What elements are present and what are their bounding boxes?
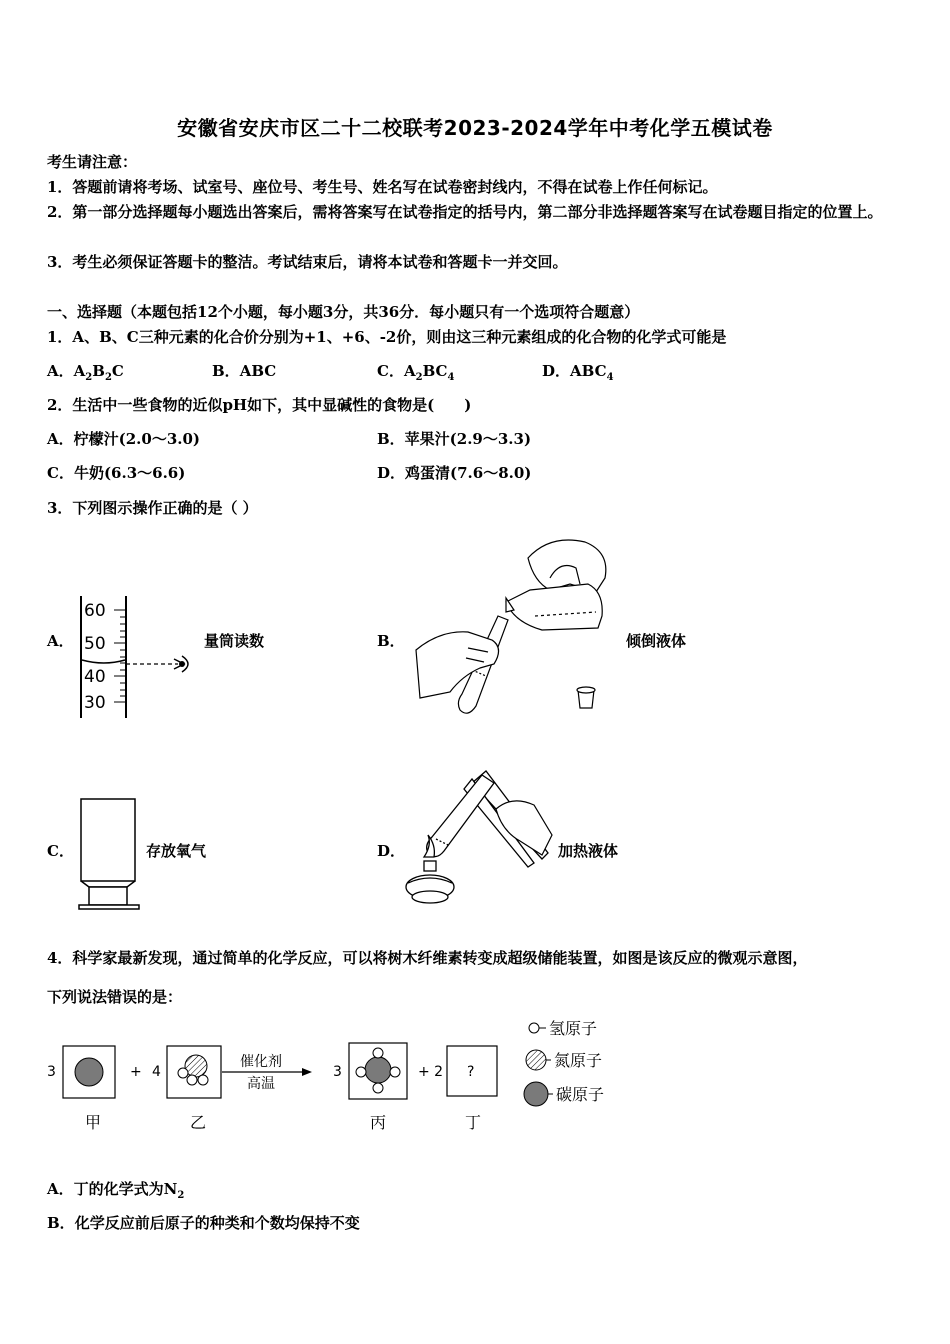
formula-part: A [73,362,86,380]
option-letter: A． [47,362,74,380]
subscript: 2 [85,372,93,383]
q1-stem: 1．A、B、C三种元素的化合价分别为+1、+6、-2价，则由这三种元素组成的化合物的化学式可能是 [47,328,727,346]
formula-part: B [92,362,105,380]
reagent-bottle [506,584,602,630]
scale-label-40: 40 [84,667,106,687]
subscript: 4 [447,372,455,383]
reaction-diagram [40,1010,640,1140]
label-jia: 甲 [85,1113,102,1132]
q2-option-b: B．苹果汁(2.9～3.3) [377,430,532,448]
q3-option-a-letter: A． [47,632,74,650]
paper-title: 安徽省安庆市区二十二校联考2023-2024学年中考化学五模试卷 [177,116,773,140]
gas-jar-figure [75,795,145,915]
formula-part: A [403,362,416,380]
q1-option-a [47,359,124,390]
pouring-liquid-figure [410,530,620,720]
hydrogen-atom [187,1075,197,1085]
coefficient-jia: 3 [47,1064,56,1080]
q4-stem-line1: 4．科学家最新发现，通过简单的化学反应，可以将树木纤维素转变成超级储能装置，如图是该反应的微观示意图， [47,949,808,967]
scale-label-50: 50 [84,634,106,654]
q4-option-a [47,1177,184,1208]
hydrogen-atom [390,1067,400,1077]
pouring-hand [528,540,606,592]
condition-label: 高温 [247,1076,275,1092]
notice-item-1: 1．答题前请将考场、试室号、座位号、考生号、姓名写在试卷密封线内，不得在试卷上作任何标记。 [47,178,718,196]
legend-hydrogen-icon [529,1023,539,1033]
option-text: 化学反应前后原子的种类和个数均保持不变 [74,1214,360,1232]
legend-hydrogen: 氢原子 [549,1019,598,1038]
coefficient-yi: 4 [152,1064,161,1080]
notice-heading: 考生请注意： [47,153,138,171]
hydrogen-atom [198,1075,208,1085]
q4-stem-line2: 下列说法错误的是： [47,988,183,1006]
section-heading: 一、选择题（本题包括12个小题，每小题3分，共36分．每小题只有一个选项符合题意） [47,303,640,321]
hydrogen-atom [356,1067,366,1077]
option-letter: C． [377,362,404,380]
q4-option-b [47,1211,360,1235]
glass-plate [79,905,139,909]
subscript: 2 [177,1190,185,1201]
holding-hand [416,632,499,698]
hydrogen-atom [373,1048,383,1058]
subscript: 2 [415,372,423,383]
formula-part: ABC [239,362,277,380]
label-ding: 丁 [465,1113,482,1132]
hydrogen-atom [373,1083,383,1093]
option-text: 丁的化学式为N [73,1180,178,1198]
heating-liquid-figure [402,765,562,915]
q3-stem: 3．下列图示操作正确的是（ ） [47,499,258,517]
q3-option-c-letter: C． [47,842,74,860]
q2-stem: 2．生活中一些食物的近似pH如下，其中显碱性的食物是( ) [47,396,472,414]
hydrogen-atom [178,1068,188,1078]
scale-label-30: 30 [84,693,106,713]
unknown-mark: ? [467,1064,475,1080]
subscript: 4 [606,372,614,383]
label-yi: 乙 [190,1113,207,1132]
q3-option-a-caption: 量筒读数 [204,632,265,650]
graduated-cylinder-figure [70,590,210,722]
gas-jar-neck [89,887,127,905]
legend-nitrogen-icon [526,1050,546,1070]
plus-sign: + [130,1064,142,1080]
formula-part: BC [422,362,448,380]
option-letter: D． [542,362,571,380]
test-tube [427,775,494,857]
q3-option-b-caption: 倾倒液体 [626,632,687,650]
q3-option-d-letter: D． [377,842,406,860]
q2-option-d: D．鸡蛋清(7.6～8.0) [377,464,532,482]
q2-option-a: A．柠檬汁(2.0～3.0) [47,430,201,448]
scale-label-60: 60 [84,601,106,621]
legend-carbon-icon [524,1082,548,1106]
legend-carbon: 碳原子 [556,1085,605,1104]
q1-option-c [377,359,454,390]
gas-jar-body [81,799,135,881]
holding-hand [496,801,552,855]
notice-item-3: 3．考生必须保证答题卡的整洁。考试结束后，请将本试卷和答题卡一并交回。 [47,253,568,271]
q3-option-c-caption: 存放氧气 [146,842,207,860]
q2-option-c: C．牛奶(6.3～6.6) [47,464,186,482]
legend-nitrogen: 氮原子 [554,1051,603,1070]
formula-part: ABC [570,362,607,380]
cylinder-ticks [114,610,126,702]
catalyst-label: 催化剂 [240,1054,282,1070]
liquid-meniscus [82,660,125,663]
carbon-atom [365,1057,391,1083]
option-letter: B． [47,1214,75,1232]
q1-option-d [542,359,614,390]
plus-coefficient: + 2 [418,1064,444,1080]
subscript: 2 [104,372,112,383]
option-letter: B． [212,362,240,380]
q1-option-b [212,359,276,383]
bottle-stopper [577,687,595,708]
q3-option-d-caption: 加热液体 [558,842,619,860]
label-bing: 丙 [370,1113,387,1132]
coefficient-bing: 3 [333,1064,342,1080]
carbon-atom [75,1058,103,1086]
notice-item-2: 2．第一部分选择题每小题选出答案后，需将答案写在试卷指定的括号内，第二部分非选择题答案写在试卷题目指定的位置上。 [47,203,883,221]
formula-part: C [111,362,124,380]
option-letter: A． [47,1180,74,1198]
q3-option-b-letter: B． [377,632,405,650]
